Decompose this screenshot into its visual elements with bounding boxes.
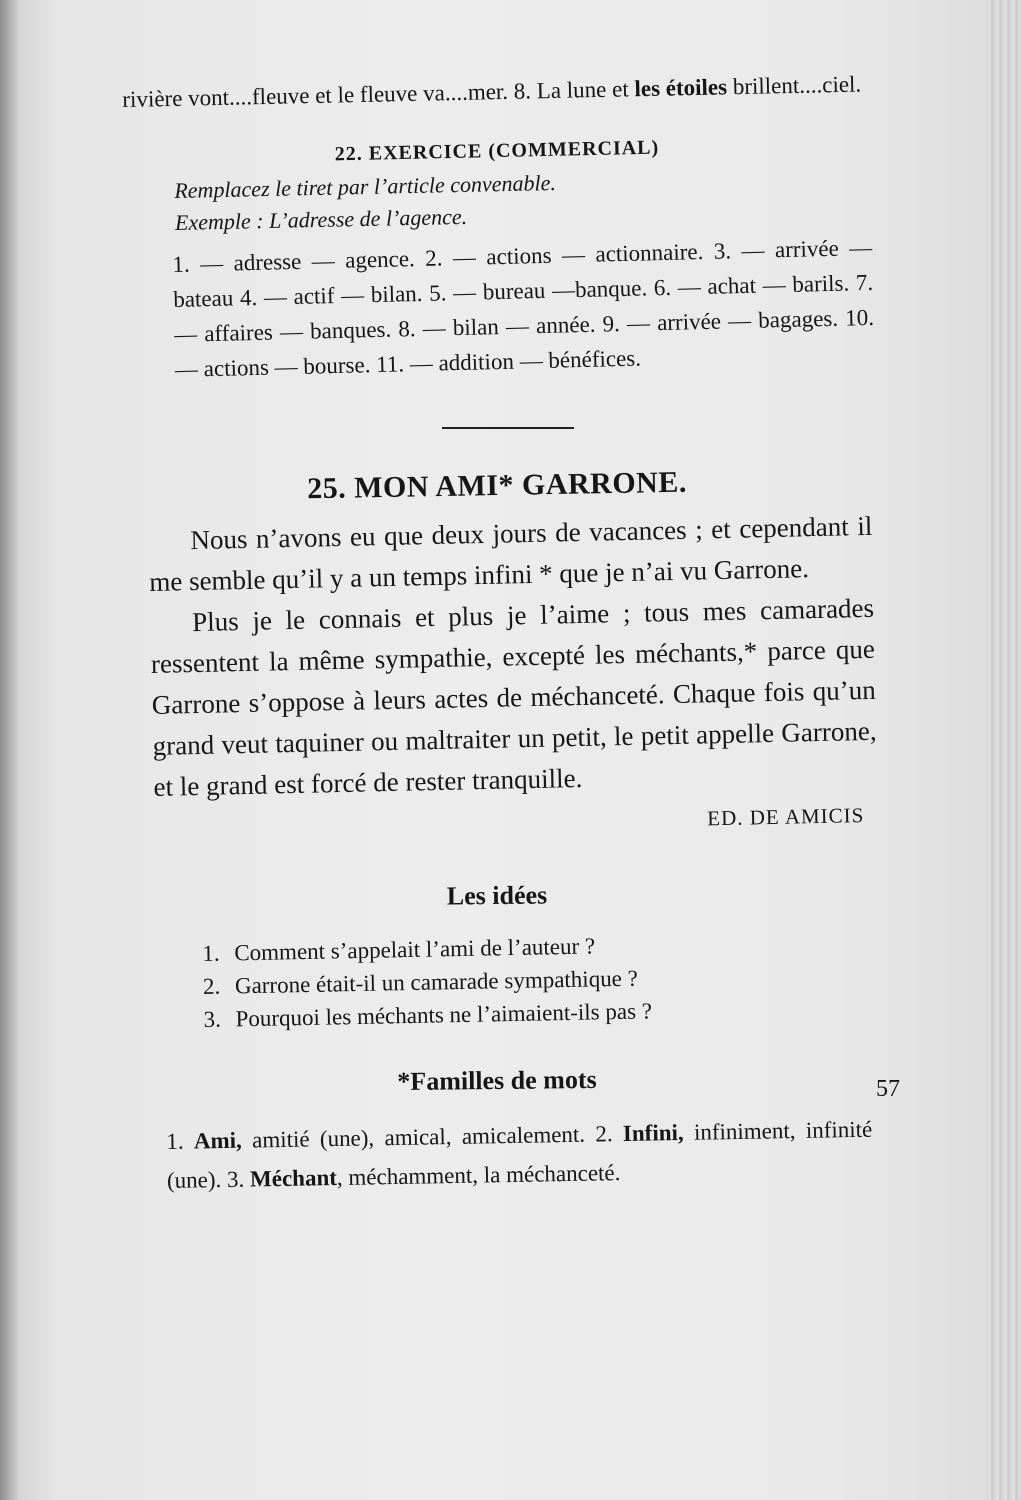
question-text: Pourquoi les méchants ne l’aimaient-ils pas ?	[235, 998, 653, 1032]
lesson-paragraph-2: Plus je le connais et plus je l’aime ; tous mes camarades ressentent la même sympathie, excepté les méchants,* parce que Garrone s’oppose à leurs actes de méchanceté. Chaque fois qu’un grand veut taquiner ou maltraiter un petit, le petit appelle Garrone, et le grand est forcé de rester tranquille.	[150, 592, 877, 802]
lesson-text	[148, 506, 879, 851]
section-divider	[442, 427, 574, 429]
family-text-2: infiniment, infinité (une). 3.	[166, 1116, 873, 1193]
family-word-infini: Infini,	[622, 1119, 684, 1147]
question-number: 2.	[202, 973, 221, 999]
carry-over-text	[122, 66, 873, 118]
page-number: 57	[876, 1076, 900, 1102]
question-number: 1.	[202, 940, 220, 966]
carry-over-bold: les étoiles	[634, 74, 728, 102]
families-title: *Familles de mots	[397, 1064, 597, 1097]
family-text-1: amitié (une), amical, amicalement. 2.	[241, 1121, 624, 1153]
ideas-questions	[202, 924, 874, 1036]
page-edges	[987, 0, 1021, 1500]
family-number-1: 1.	[166, 1128, 195, 1154]
carry-over-part1: rivière vont....fleuve et le fleuve va....mer. 8. La lune et	[122, 76, 629, 112]
example-text: Exemple : L’adresse de l’agence.	[174, 203, 468, 235]
question-text: Comment s’appelait l’ami de l’auteur ?	[234, 933, 596, 966]
exercise-title: 22. EXERCICE (COMMERCIAL)	[334, 136, 660, 166]
family-word-ami: Ami,	[193, 1127, 243, 1154]
word-families	[166, 1110, 873, 1200]
page-content	[122, 71, 877, 1200]
exercise-body: 1. — adresse — agence. 2. — actions — actionnaire. 3. — arrivée — bateau 4. — actif — bilan. 5. — bureau —banque. 6. — achat — barils. 7. — affaires — banques. 8. — bilan — année. 9. — arrivée — bagages. 10. — actions — bourse. 11. — addition — bénéfices.	[172, 234, 875, 382]
carry-over-part3: brillent....ciel.	[726, 71, 862, 100]
lesson-paragraph-1: Nous n’avons eu que deux jours de vacances ; et cependant il me semble qu’il y a un temps infini * que je n’ai vu Garrone.	[148, 510, 873, 597]
lesson-title: 25. MON AMI* GARRONE.	[306, 465, 688, 506]
exercise-instruction	[174, 160, 873, 239]
ideas-title: Les idées	[446, 880, 548, 911]
instruction-text: Remplacez le tiret par l’article convenable.	[174, 170, 557, 203]
lesson-author: ED. DE AMICIS	[707, 803, 865, 831]
book-spine-shadow	[0, 0, 18, 1500]
family-word-mechant: Méchant	[249, 1165, 338, 1192]
question-number: 3.	[203, 1006, 222, 1032]
question-text: Garrone était-il un camarade sympathique ?	[234, 965, 639, 999]
family-text-3: , méchamment, la méchanceté.	[336, 1160, 621, 1191]
